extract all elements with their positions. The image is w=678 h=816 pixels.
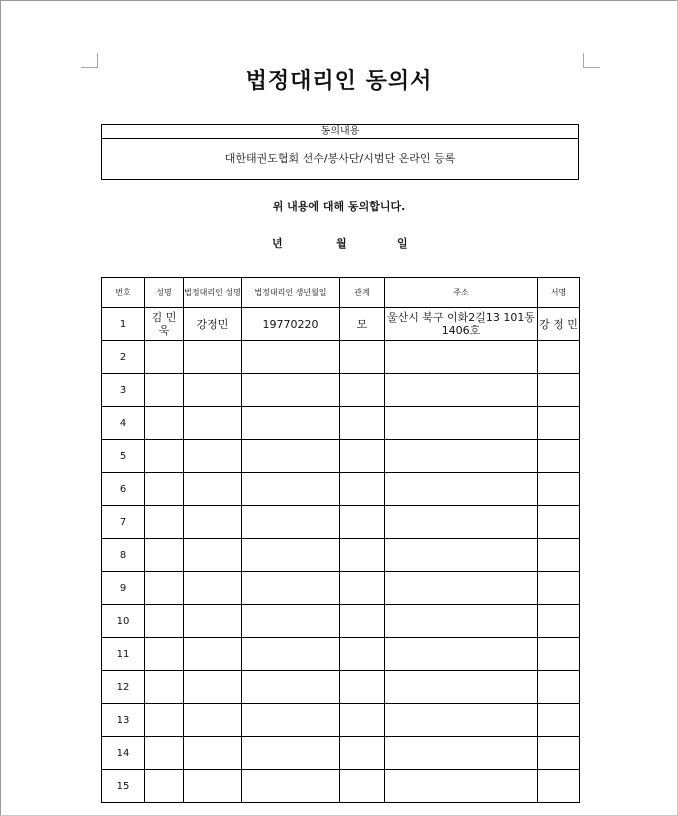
cell-number[interactable]: 5 xyxy=(102,440,145,473)
cell-name[interactable] xyxy=(145,572,184,605)
cell-address[interactable] xyxy=(385,374,538,407)
cell-name[interactable] xyxy=(145,704,184,737)
cell-signature[interactable] xyxy=(538,605,580,638)
cell-guardian-birth[interactable] xyxy=(242,770,340,803)
document-title[interactable]: 법정대리인 동의서 xyxy=(245,69,433,94)
cell-relation[interactable] xyxy=(340,374,385,407)
table-row xyxy=(102,539,580,572)
header-guardian-birth[interactable]: 법정대리인 생년월일 xyxy=(242,278,340,308)
date-year-label[interactable]: 년 xyxy=(272,237,283,250)
cell-address[interactable] xyxy=(385,539,538,572)
cell-address[interactable] xyxy=(385,638,538,671)
cell-address[interactable] xyxy=(385,737,538,770)
cell-name[interactable] xyxy=(145,341,184,374)
cell-relation[interactable] xyxy=(340,770,385,803)
cell-address[interactable] xyxy=(385,407,538,440)
cell-signature[interactable] xyxy=(538,704,580,737)
cell-name[interactable]: 김 민 욱 xyxy=(145,308,184,341)
cell-guardian-birth[interactable] xyxy=(242,539,340,572)
cell-relation[interactable] xyxy=(340,341,385,374)
cell-signature[interactable] xyxy=(538,671,580,704)
cell-guardian-name[interactable] xyxy=(184,341,242,374)
cell-relation[interactable] xyxy=(340,737,385,770)
cell-guardian-name[interactable] xyxy=(184,539,242,572)
cell-address[interactable] xyxy=(385,473,538,506)
cell-guardian-name[interactable] xyxy=(184,374,242,407)
consent-header[interactable]: 동의내용 xyxy=(102,125,578,139)
cell-name[interactable] xyxy=(145,440,184,473)
cell-signature[interactable] xyxy=(538,407,580,440)
cell-relation[interactable] xyxy=(340,671,385,704)
cell-guardian-birth[interactable] xyxy=(242,473,340,506)
cell-address[interactable] xyxy=(385,440,538,473)
cell-name[interactable] xyxy=(145,473,184,506)
table-row xyxy=(102,473,580,506)
table-row xyxy=(102,605,580,638)
cell-address[interactable] xyxy=(385,770,538,803)
cell-guardian-name[interactable] xyxy=(184,605,242,638)
cell-relation[interactable] xyxy=(340,506,385,539)
cell-address[interactable] xyxy=(385,704,538,737)
cell-signature[interactable] xyxy=(538,770,580,803)
cell-guardian-birth[interactable] xyxy=(242,374,340,407)
cell-guardian-name[interactable] xyxy=(184,506,242,539)
cell-number[interactable]: 6 xyxy=(102,473,145,506)
cell-number[interactable]: 3 xyxy=(102,374,145,407)
cell-signature[interactable] xyxy=(538,473,580,506)
header-address[interactable]: 주소 xyxy=(385,278,538,308)
cell-relation[interactable] xyxy=(340,605,385,638)
cell-relation[interactable] xyxy=(340,407,385,440)
consent-box xyxy=(101,124,579,180)
cell-number[interactable]: 10 xyxy=(102,605,145,638)
cell-guardian-name[interactable] xyxy=(184,671,242,704)
cell-signature[interactable] xyxy=(538,506,580,539)
cell-name[interactable] xyxy=(145,671,184,704)
cell-relation[interactable] xyxy=(340,539,385,572)
table-row xyxy=(102,638,580,671)
cell-name[interactable] xyxy=(145,638,184,671)
cell-signature[interactable]: 강 정 민 xyxy=(538,308,580,341)
header-signature[interactable]: 서명 xyxy=(538,278,580,308)
table-row xyxy=(102,572,580,605)
cell-address[interactable] xyxy=(385,572,538,605)
agree-statement[interactable]: 위 내용에 대해 동의합니다. xyxy=(272,200,406,213)
table-row xyxy=(102,374,580,407)
header-guardian-name[interactable]: 법정대리인 성명 xyxy=(184,278,242,308)
table-row xyxy=(102,308,580,341)
cell-name[interactable] xyxy=(145,539,184,572)
cell-guardian-birth[interactable] xyxy=(242,737,340,770)
cell-guardian-name[interactable] xyxy=(184,737,242,770)
cell-number[interactable]: 2 xyxy=(102,341,145,374)
cell-relation[interactable] xyxy=(340,440,385,473)
cell-address[interactable] xyxy=(385,671,538,704)
cell-guardian-birth[interactable] xyxy=(242,605,340,638)
table-row xyxy=(102,770,580,803)
cell-number[interactable]: 9 xyxy=(102,572,145,605)
cell-guardian-name[interactable] xyxy=(184,770,242,803)
cell-guardian-birth[interactable] xyxy=(242,341,340,374)
cell-guardian-birth[interactable] xyxy=(242,572,340,605)
cell-signature[interactable] xyxy=(538,638,580,671)
cell-guardian-birth[interactable]: 19770220 xyxy=(242,308,340,341)
date-month-label[interactable]: 월 xyxy=(336,237,347,250)
cell-guardian-birth[interactable] xyxy=(242,506,340,539)
cell-number[interactable]: 7 xyxy=(102,506,145,539)
cell-name[interactable] xyxy=(145,374,184,407)
table-row xyxy=(102,737,580,770)
cell-guardian-name[interactable]: 강정민 xyxy=(184,308,242,341)
cell-signature[interactable] xyxy=(538,374,580,407)
cell-signature[interactable] xyxy=(538,341,580,374)
cell-name[interactable] xyxy=(145,506,184,539)
guardian-table xyxy=(101,277,580,803)
cell-address[interactable] xyxy=(385,605,538,638)
cell-guardian-birth[interactable] xyxy=(242,671,340,704)
cell-signature[interactable] xyxy=(538,572,580,605)
cell-guardian-birth[interactable] xyxy=(242,407,340,440)
table-row xyxy=(102,506,580,539)
cell-number[interactable]: 8 xyxy=(102,539,145,572)
cell-guardian-birth[interactable] xyxy=(242,638,340,671)
header-relation[interactable]: 관계 xyxy=(340,278,385,308)
cell-signature[interactable] xyxy=(538,440,580,473)
cell-number[interactable]: 4 xyxy=(102,407,145,440)
cell-relation[interactable] xyxy=(340,638,385,671)
cell-name[interactable] xyxy=(145,737,184,770)
cell-guardian-name[interactable] xyxy=(184,572,242,605)
cell-guardian-birth[interactable] xyxy=(242,704,340,737)
cell-number[interactable]: 13 xyxy=(102,704,145,737)
cell-guardian-name[interactable] xyxy=(184,473,242,506)
cell-guardian-birth[interactable] xyxy=(242,440,340,473)
cell-address[interactable]: 울산시 북구 이화2길13 101동 1406호 xyxy=(385,308,538,341)
cell-name[interactable] xyxy=(145,605,184,638)
date-day-label[interactable]: 일 xyxy=(397,237,408,250)
table-row xyxy=(102,704,580,737)
cell-signature[interactable] xyxy=(538,539,580,572)
header-name[interactable]: 성명 xyxy=(145,278,184,308)
cell-guardian-name[interactable] xyxy=(184,407,242,440)
cell-number[interactable]: 1 xyxy=(102,308,145,341)
cell-relation[interactable] xyxy=(340,572,385,605)
cell-guardian-name[interactable] xyxy=(184,704,242,737)
cell-name[interactable] xyxy=(145,770,184,803)
cell-signature[interactable] xyxy=(538,737,580,770)
cell-number[interactable]: 14 xyxy=(102,737,145,770)
cell-guardian-name[interactable] xyxy=(184,440,242,473)
table-header-row xyxy=(102,278,580,308)
cell-guardian-name[interactable] xyxy=(184,638,242,671)
table-row xyxy=(102,407,580,440)
cell-number[interactable]: 15 xyxy=(102,770,145,803)
cell-relation[interactable] xyxy=(340,704,385,737)
header-number[interactable]: 번호 xyxy=(102,278,145,308)
table-row xyxy=(102,341,580,374)
table-body xyxy=(102,308,580,803)
table-row xyxy=(102,440,580,473)
table-row xyxy=(102,671,580,704)
cell-relation[interactable]: 모 xyxy=(340,308,385,341)
consent-body[interactable]: 대한태권도협회 선수/봉사단/시범단 온라인 등록 xyxy=(224,152,456,165)
cell-name[interactable] xyxy=(145,407,184,440)
cell-number[interactable]: 11 xyxy=(102,638,145,671)
cell-address[interactable] xyxy=(385,341,538,374)
cell-relation[interactable] xyxy=(340,473,385,506)
cell-number[interactable]: 12 xyxy=(102,671,145,704)
cell-address[interactable] xyxy=(385,506,538,539)
